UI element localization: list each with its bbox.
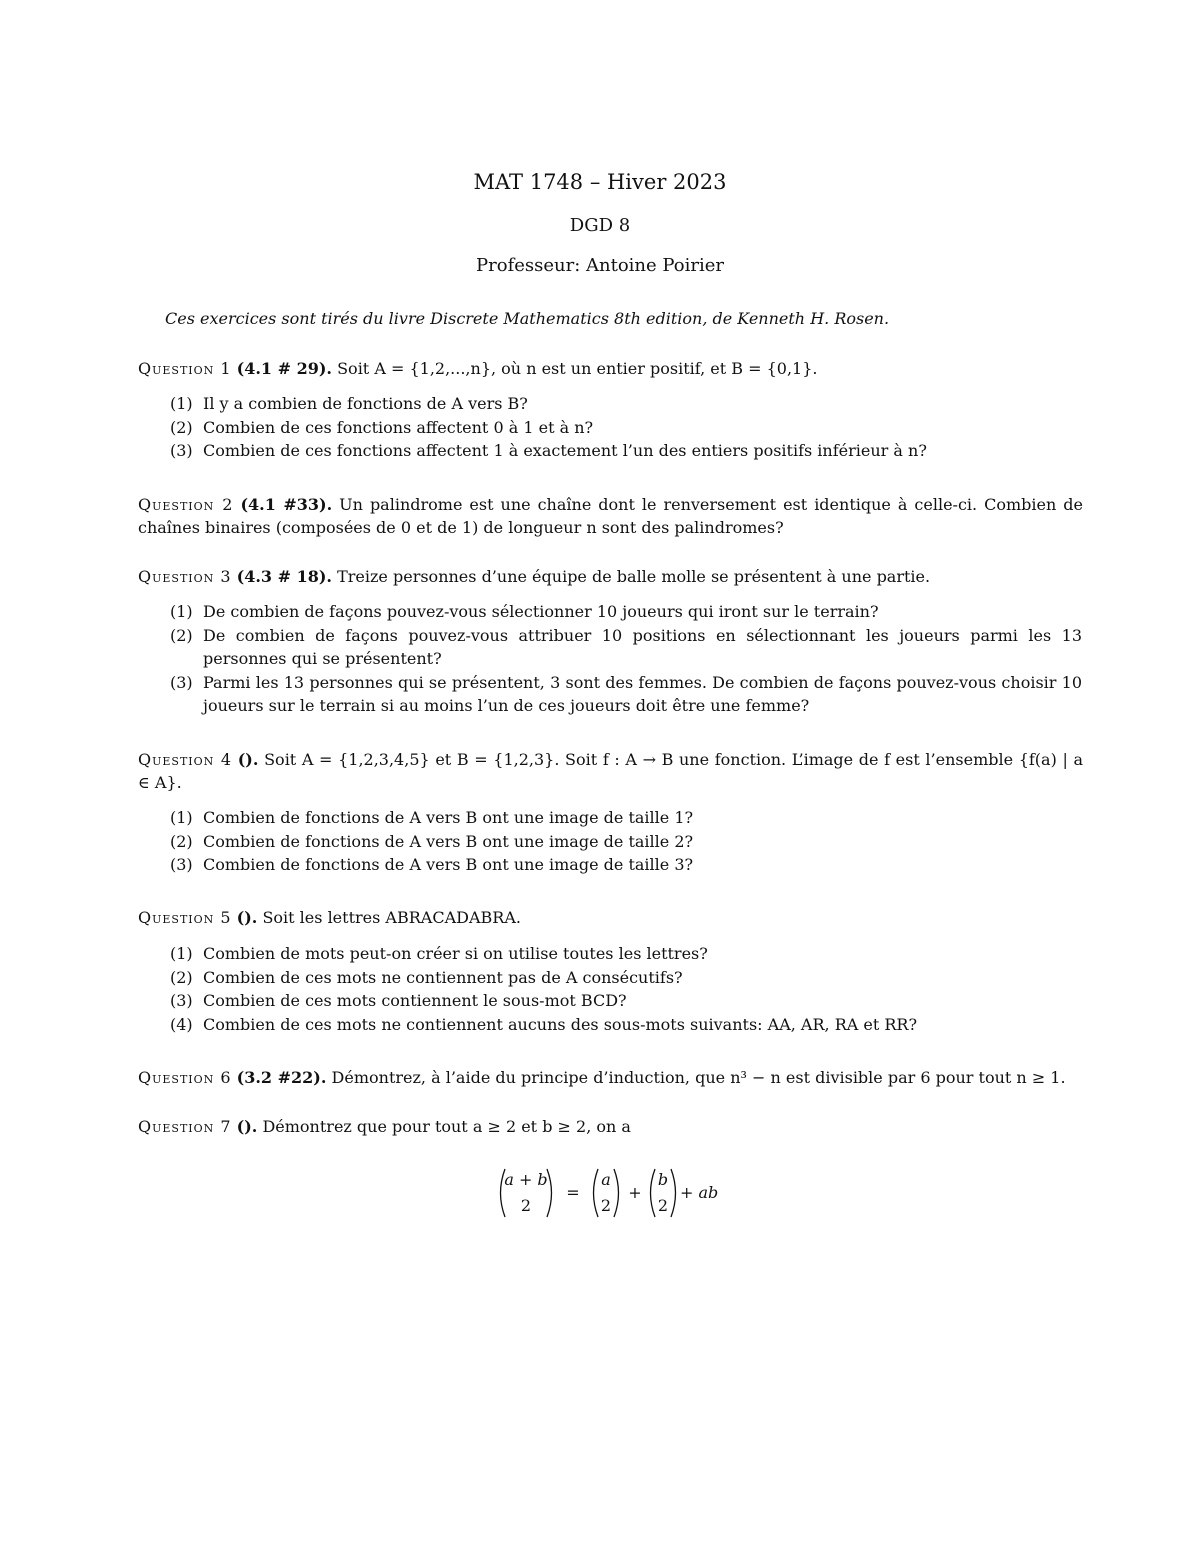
question-label: Question 1 [138,359,232,378]
question-text: Soit les lettres ABRACADABRA. [262,908,521,927]
source-note: Ces exercices sont tirés du livre Discrete Mathematics 8th edition, de Kenneth H. Rosen. [165,309,890,328]
question-text: Démontrez que pour tout a ≥ 2 et b ≥ 2, on a [262,1117,631,1136]
right-paren [614,1169,619,1217]
list-item: (1) Il y a combien de fonctions de A vers B? [170,394,528,413]
binom-3-bottom: 2 [657,1196,669,1215]
list-item: (2) Combien de ces fonctions affectent 0 à 1 et à n? [170,417,594,437]
list-item: (1) Combien de mots peut-on créer si on utilise toutes les lettres? [170,944,708,963]
list-item: (2) De combien de façons pouvez-vous attribuer 10 positions en sélectionnant les joueurs parmi les 13 personnes qui se présentent? [170,625,1082,668]
question-text: Démontrez, à l’aide du principe d’induction, que n³ − n est divisible par 6 pour tout n ≥ 1. [331,1068,1066,1087]
binom-3-top: b [657,1170,669,1189]
left-paren [594,1169,599,1217]
question-6 [138,1066,1083,1089]
question-text: Treize personnes d’une équipe de balle molle se présentent à une partie. [337,567,931,586]
question-1-items [170,392,1082,463]
question-3-items [170,600,1082,718]
list-item: (2) Combien de ces mots ne contiennent pas de A consécutifs? [170,967,683,987]
question-5 [138,906,1083,929]
question-label: Question 5 [138,908,232,927]
question-ref: (). [236,1117,258,1136]
question-5-items [170,942,1082,1036]
question-label: Question 6 [138,1068,232,1087]
professor-line: Professeur: Antoine Poirier [476,255,724,276]
list-item: (2) Combien de fonctions de A vers B ont une image de taille 2? [170,831,694,851]
list-item: (1) De combien de façons pouvez-vous sélectionner 10 joueurs qui iront sur le terrain? [170,602,879,621]
plus-sign: + [628,1183,642,1202]
equals-sign: = [566,1183,580,1202]
question-ref: (4.3 # 18). [236,567,332,586]
question-ref: (). [237,750,259,769]
binom-2-top: a [601,1170,611,1189]
left-paren [651,1169,656,1217]
formula-tail: + ab [680,1183,719,1202]
question-label: Question 4 [138,750,233,769]
question-4-items [170,806,1082,877]
list-item: (3) Parmi les 13 personnes qui se présentent, 3 sont des femmes. De combien de façons pouvez-vous choisir 10 joueurs sur le terrain si au moins l’un de ces joueurs doit être une femme? [170,672,1082,715]
question-text: Soit A = {1,2,3,4,5} et B = {1,2,3}. Soit f : A → B une fonction. L’image de f est l’ensemble {f(a) | a ∈ A}. [138,750,1084,792]
question-3 [138,565,1083,588]
binom-1-top: a + b [504,1170,548,1189]
list-item: (3) Combien de fonctions de A vers B ont une image de taille 3? [170,855,694,874]
question-2 [138,493,1083,539]
question-7 [138,1115,1083,1138]
question-4 [138,748,1083,794]
question-1 [138,357,1083,380]
question-ref: (4.1 # 29). [236,359,332,378]
question-ref: (). [236,908,258,927]
question-ref: (4.1 #33). [240,495,333,514]
binom-2-bottom: 2 [600,1196,612,1215]
list-item: (3) Combien de ces mots contiennent le sous-mot BCD? [170,991,627,1010]
question-label: Question 2 [138,495,234,514]
question-label: Question 7 [138,1117,232,1136]
page-title: MAT 1748 – Hiver 2023 [473,170,727,194]
page-subtitle: DGD 8 [569,215,631,236]
list-item: (4) Combien de ces mots ne contiennent aucuns des sous-mots suivants: AA, AR, RA et RR? [170,1014,918,1034]
list-item: (3) Combien de ces fonctions affectent 1 à exactement l’un des entiers positifs inférieur à n? [170,441,927,460]
question-text: Soit A = {1,2,...,n}, où n est un entier positif, et B = {0,1}. [337,359,818,378]
list-item: (1) Combien de fonctions de A vers B ont une image de taille 1? [170,808,694,827]
question-ref: (3.2 #22). [236,1068,327,1087]
binom-1-bottom: 2 [520,1196,532,1215]
binomial-identity-formula [495,1163,755,1223]
right-paren [671,1169,676,1217]
question-text: Un palindrome est une chaîne dont le renversement est identique à celle-ci. Combien de chaînes binaires (composées de 0 et de 1) de longueur n sont des palindromes? [138,495,1083,537]
question-label: Question 3 [138,567,232,586]
